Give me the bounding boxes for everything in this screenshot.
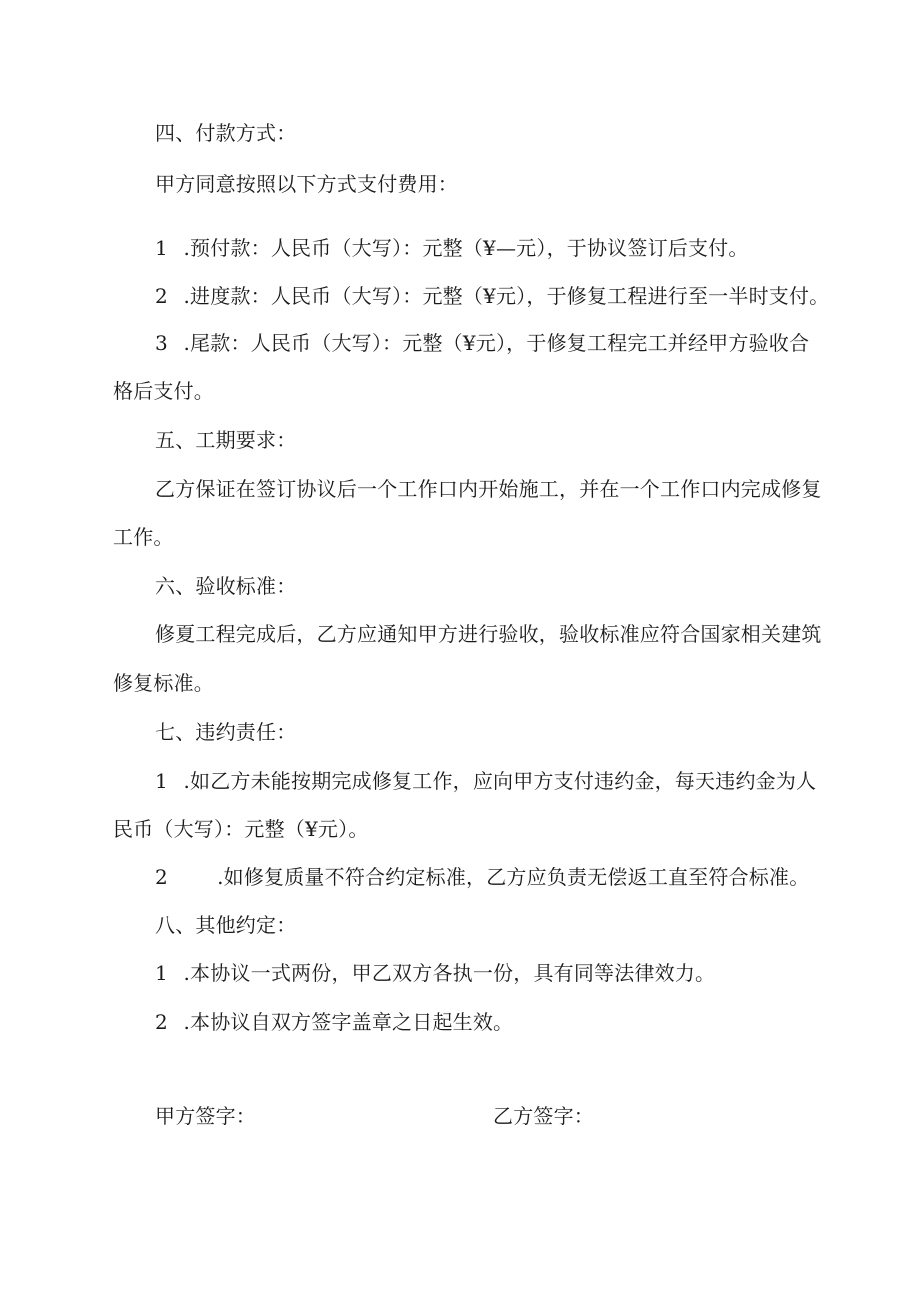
- item-text: .尾款：人民币（大写）：元整（¥元），于修复工程完工并经甲方验收合: [183, 331, 810, 355]
- section-heading-acceptance: 六、验收标准：: [155, 574, 297, 598]
- section-heading-schedule: 五、工期要求：: [155, 428, 297, 452]
- payment-item-2: [155, 284, 829, 308]
- payment-item-1: [155, 236, 749, 260]
- section-heading-payment: 四、付款方式：: [155, 121, 297, 145]
- item-text: .如乙方未能按期完成修复工作，应向甲方支付违约金，每天违约金为人: [183, 769, 817, 793]
- acceptance-text-cont: 修复标准。: [113, 671, 214, 695]
- item-number: 3: [155, 331, 168, 355]
- section-heading-other: 八、其他约定：: [155, 913, 297, 937]
- item-number: 2: [155, 1010, 168, 1034]
- item-number: 2: [155, 865, 168, 889]
- payment-item-3: [155, 331, 809, 355]
- schedule-text: 乙方保证在签订协议后一个工作口内开始施工，并在一个工作口内完成修复: [155, 477, 822, 501]
- item-text: .如修复质量不符合约定标准，乙方应负责无偿返工直至符合标准。: [217, 865, 810, 889]
- item-number: 1: [155, 236, 168, 260]
- item-text: .预付款：人民币（大写）：元整（¥—元），于协议签订后支付。: [183, 236, 749, 260]
- other-item-2: [155, 1010, 513, 1034]
- acceptance-text: 修夏工程完成后，乙方应通知甲方进行验收，验收标准应符合国家相关建筑: [155, 622, 822, 646]
- party-a-signature-label: 甲方签字：: [155, 1104, 256, 1128]
- item-text: .本协议一式两份，甲乙双方各执一份，具有同等法律效力。: [183, 961, 716, 985]
- payment-item-3-cont: 格后支付。: [113, 379, 214, 403]
- payment-intro: 甲方同意按照以下方式支付费用：: [155, 172, 458, 196]
- breach-item-2: [155, 865, 809, 889]
- item-number: 2: [155, 284, 168, 308]
- schedule-text-cont: 工作。: [113, 525, 174, 549]
- item-number: 1: [155, 769, 168, 793]
- section-heading-breach: 七、违约责任：: [155, 720, 297, 744]
- other-item-1: [155, 961, 715, 985]
- item-number: 1: [155, 961, 168, 985]
- breach-item-1: [155, 769, 816, 793]
- item-text: .进度款：人民币（大写）：元整（¥元），于修复工程进行至一半时支付。: [183, 284, 830, 308]
- party-b-signature-label: 乙方签字：: [493, 1104, 594, 1128]
- item-text: .本协议自双方签字盖章之日起生效。: [183, 1010, 514, 1034]
- breach-item-1-cont: 民币（大写）：元整（¥元）。: [113, 817, 369, 841]
